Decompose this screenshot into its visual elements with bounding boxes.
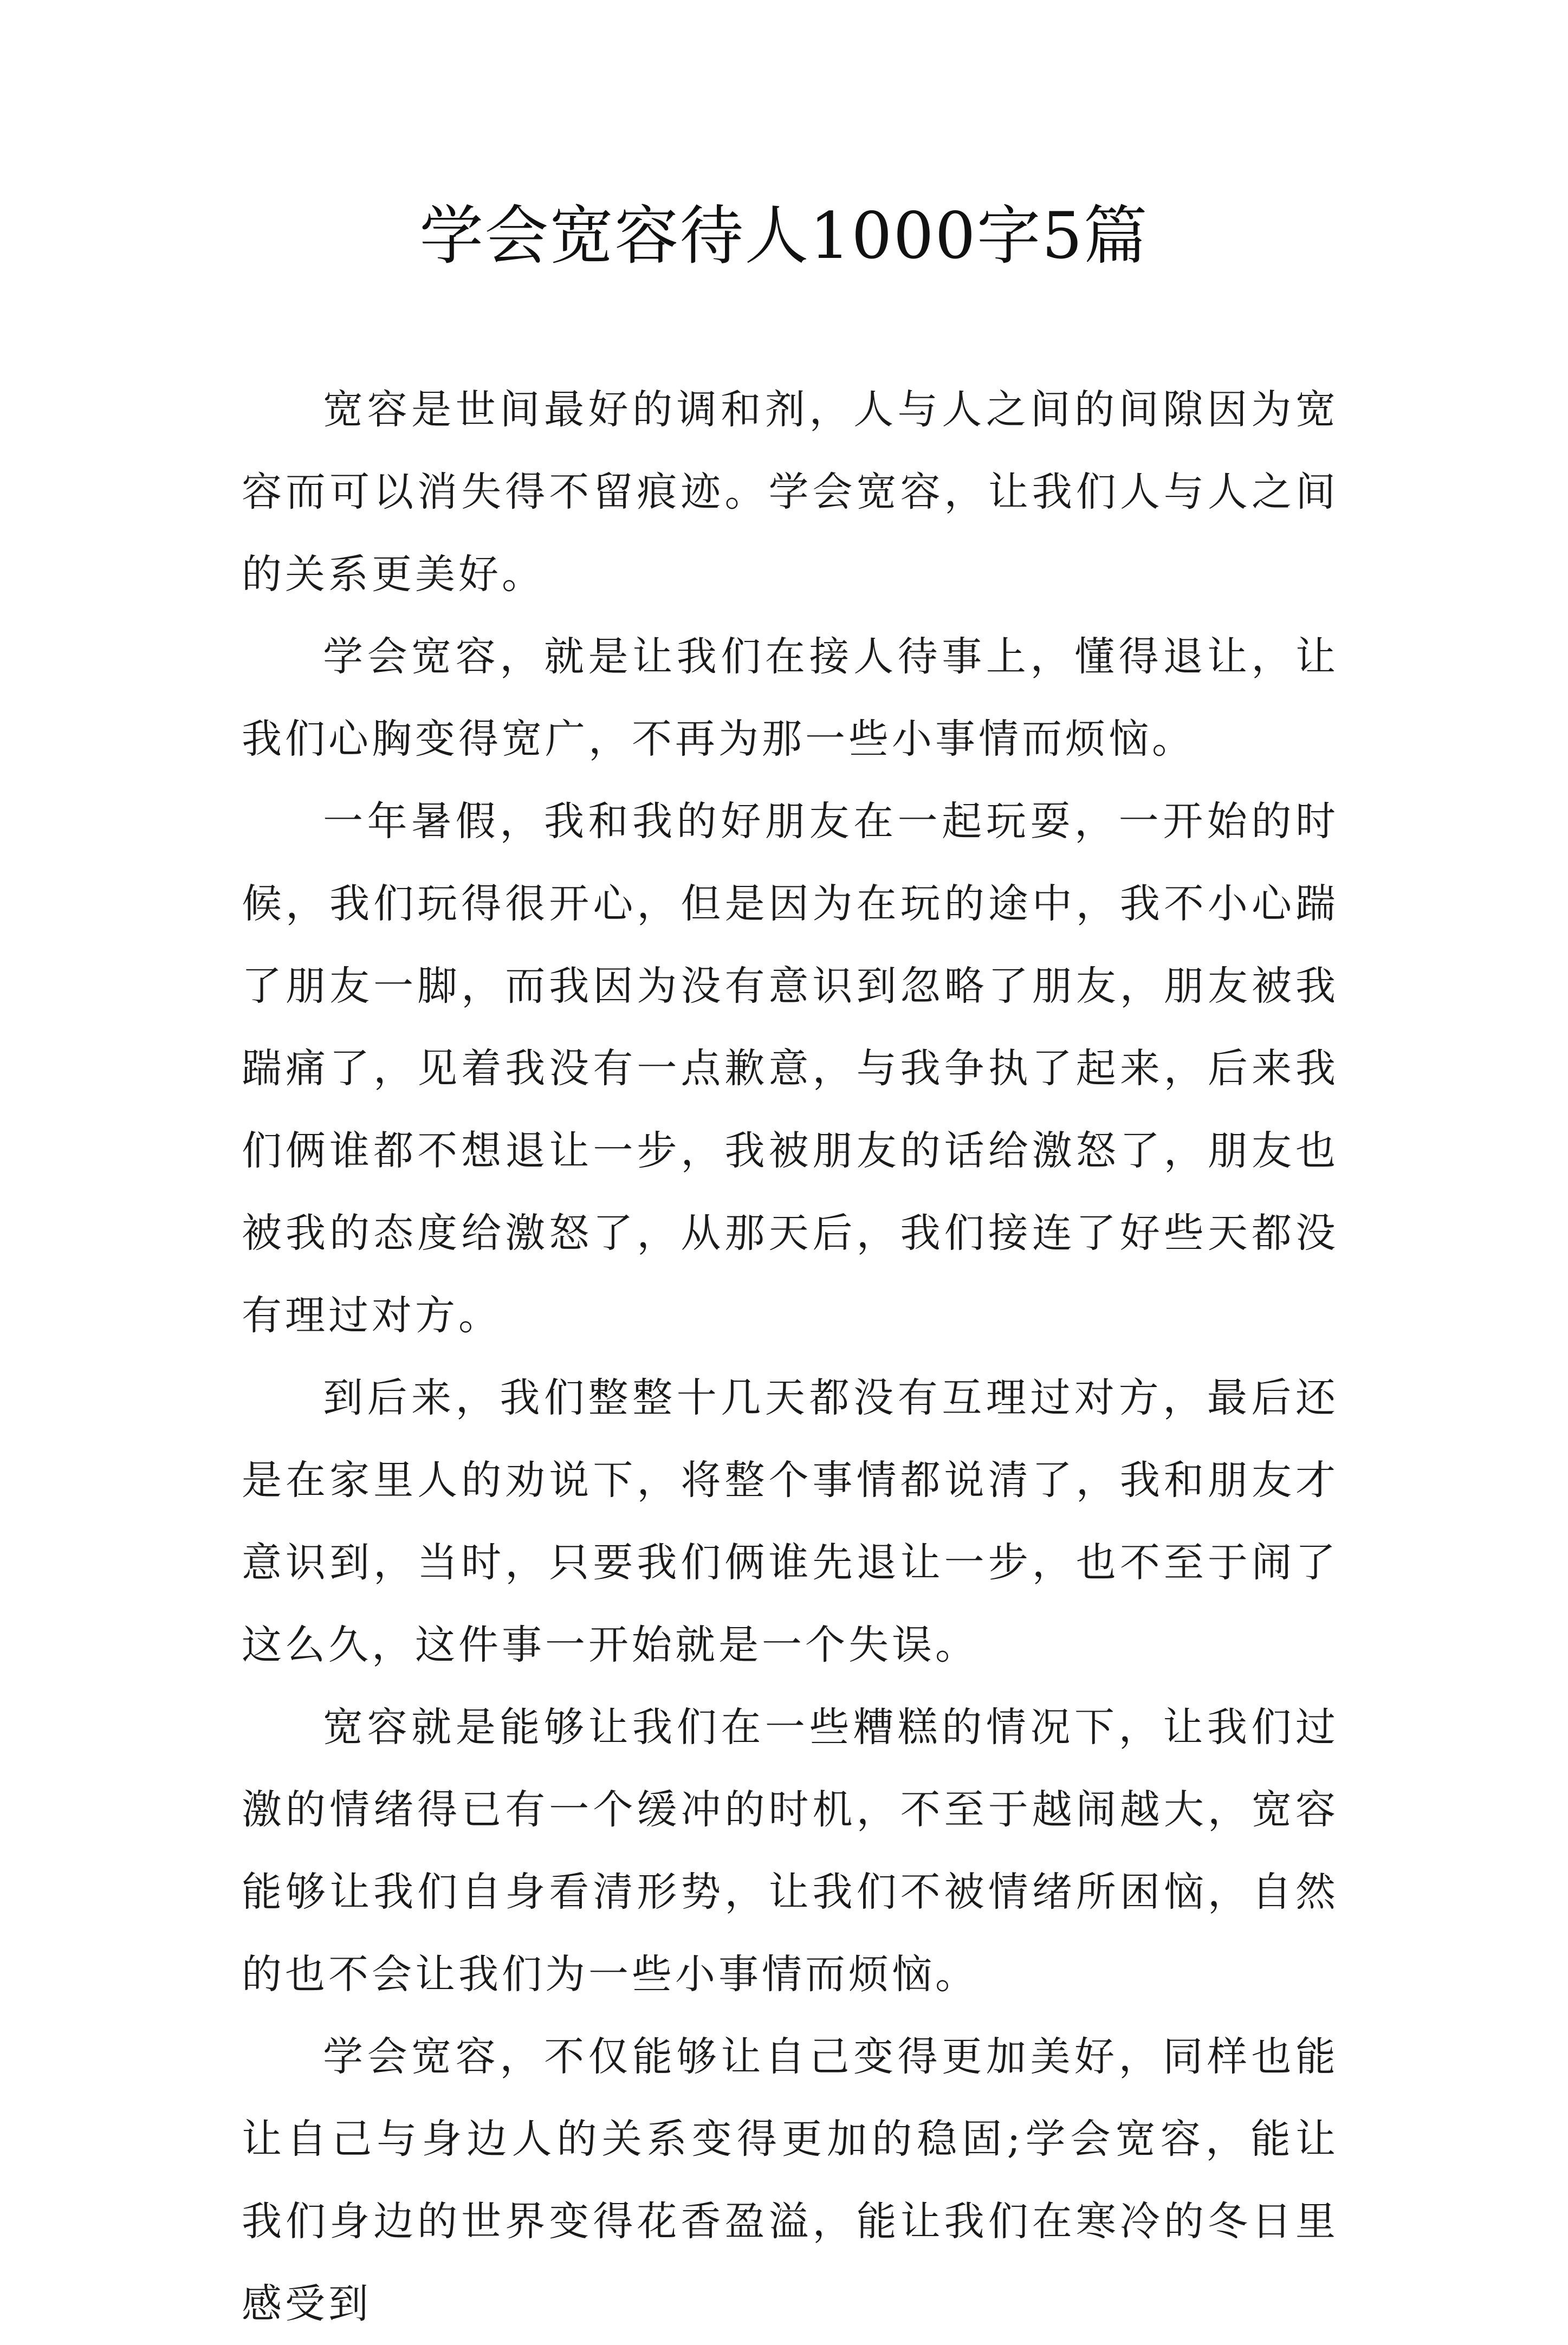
paragraph: 学会宽容，不仅能够让自己变得更加美好，同样也能让自己与身边人的关系变得更加的稳固;学会宽容，能让我们身边的世界变得花香盈溢，能让我们在寒冷的冬日里感受到 xyxy=(242,2033,1339,2327)
paragraph: 学会宽容，就是让我们在接人待事上，懂得退让，让我们心胸变得宽广，不再为那一些小事情而烦恼。 xyxy=(242,633,1339,762)
document-body xyxy=(242,368,1339,2345)
paragraph: 宽容是世间最好的调和剂，人与人之间的间隙因为宽容而可以消失得不留痕迹。学会宽容，让我们人与人之间的关系更美好。 xyxy=(242,386,1339,598)
paragraph: 到后来，我们整整十几天都没有互理过对方，最后还是在家里人的劝说下，将整个事情都说清了，我和朋友才意识到，当时，只要我们俩谁先退让一步，也不至于闹了这么久，这件事一开始就是一个失误。 xyxy=(242,1375,1339,1668)
paragraph: 一年暑假，我和我的好朋友在一起玩耍，一开始的时候，我们玩得很开心，但是因为在玩的途中，我不小心踹了朋友一脚，而我因为没有意识到忽略了朋友，朋友被我踹痛了，见着我没有一点歉意，与我争执了起来，后来我们俩谁都不想退让一步，我被朋友的话给激怒了，朋友也被我的态度给激怒了，从那天后，我们接连了好些天都没有理过对方。 xyxy=(242,798,1339,1339)
document-title: 学会宽容待人1000字5篇 xyxy=(419,198,1149,273)
paragraph: 宽容就是能够让我们在一些糟糕的情况下，让我们过激的情绪得已有一个缓冲的时机，不至于越闹越大，宽容能够让我们自身看清形势，让我们不被情绪所困恼，自然的也不会让我们为一些小事情而烦恼。 xyxy=(242,1704,1339,1998)
